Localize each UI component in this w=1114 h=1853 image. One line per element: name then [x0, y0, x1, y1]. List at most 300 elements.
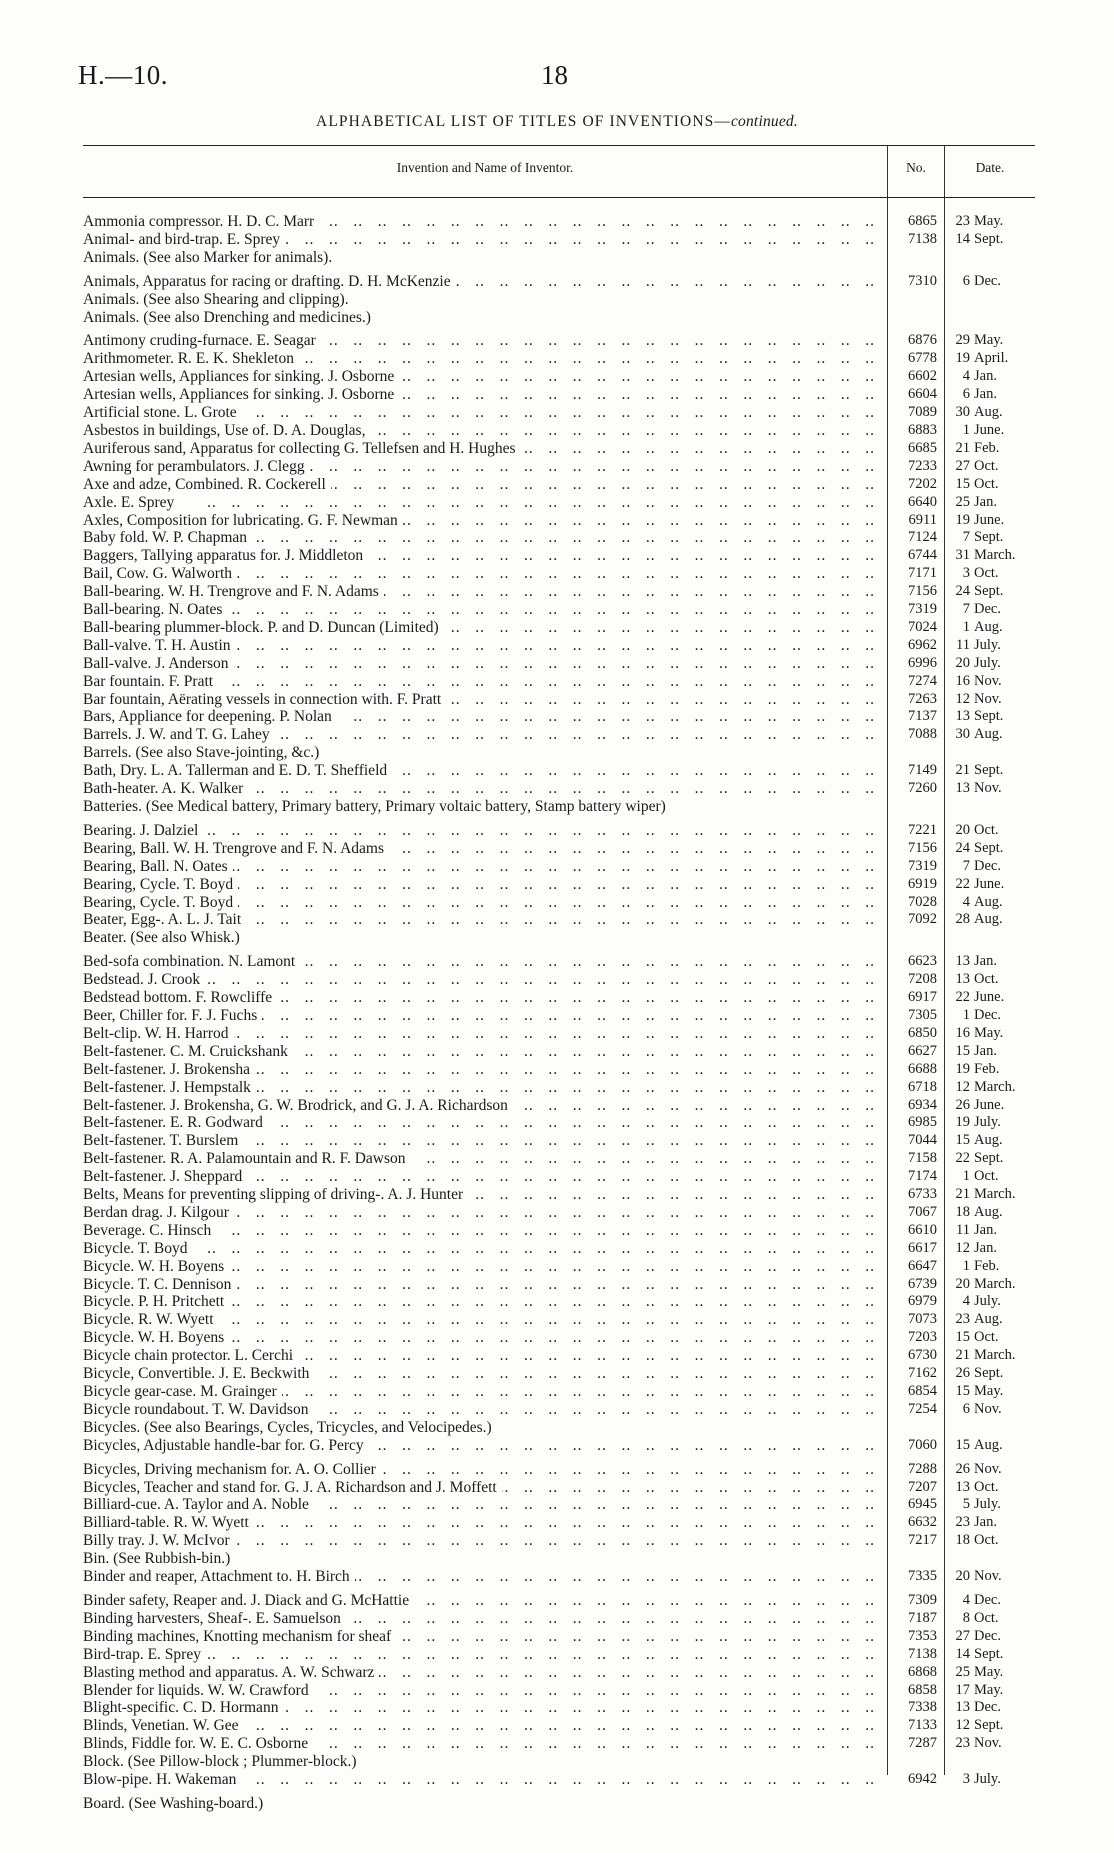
invention-title [83, 1437, 875, 1455]
list-item [0, 1514, 1114, 1532]
invention-text: Belt-fastener. R. A. Palamountain and R. F. Dawson [83, 1150, 411, 1167]
date-day: 3 [962, 565, 970, 582]
invention-text: Ball-bearing. W. H. Trengrove and F. N. Adams [83, 583, 384, 600]
list-item [0, 1383, 1114, 1401]
invention-title [83, 273, 875, 291]
invention-text: Billy tray. J. W. McIvor [83, 1532, 235, 1549]
invention-title [83, 1610, 875, 1628]
invention-title [83, 1735, 875, 1753]
list-item [0, 291, 1114, 309]
patent-date [950, 911, 1044, 929]
date-day: 26 [955, 1096, 970, 1113]
column-header-no: No. [906, 160, 926, 175]
patent-date [950, 1204, 1044, 1222]
date-day: 18 [955, 1203, 970, 1220]
list-item [0, 476, 1114, 494]
patent-number: 7089 [908, 404, 937, 421]
patent-number: 7067 [908, 1203, 937, 1220]
date-month: May. [974, 1024, 1004, 1041]
date-month: Sept. [974, 1365, 1004, 1382]
patent-date [950, 1419, 1044, 1437]
date-month: Jan. [974, 953, 997, 970]
invention-title [83, 1097, 875, 1115]
patent-number: 6911 [908, 511, 937, 528]
list-item [0, 1043, 1114, 1061]
invention-title [83, 894, 875, 912]
date-day: 1 [962, 1257, 970, 1274]
patent-date [950, 1646, 1044, 1664]
date-month: April. [974, 350, 1009, 367]
list-item [0, 953, 1114, 971]
list-item [0, 1061, 1114, 1079]
list-item [0, 894, 1114, 912]
invention-title [83, 1461, 875, 1479]
date-month: Sept. [974, 230, 1004, 247]
invention-text: Belt-clip. W. H. Harrod [83, 1025, 234, 1042]
date-month: Jan. [974, 1042, 997, 1059]
invention-text: Barrels. (See also Stave-jointing, &c.) [83, 744, 324, 761]
list-item [0, 1419, 1114, 1437]
date-month: Feb. [974, 439, 1000, 456]
date-month: March. [974, 1078, 1016, 1095]
patent-date [950, 1276, 1044, 1294]
date-day: 25 [955, 493, 970, 510]
patent-date [950, 1347, 1044, 1365]
invention-title [83, 1079, 875, 1097]
date-month: Nov. [974, 1400, 1002, 1417]
list-item [0, 1479, 1114, 1497]
patent-date [950, 601, 1044, 619]
invention-title [83, 1114, 875, 1132]
invention-title [83, 1699, 875, 1717]
invention-title [83, 601, 875, 619]
list-item [0, 1550, 1114, 1568]
date-day: 15 [955, 1042, 970, 1059]
patent-number: 6917 [908, 989, 937, 1006]
patent-number: 7162 [908, 1365, 937, 1382]
date-day: 13 [955, 971, 970, 988]
invention-title [83, 726, 875, 744]
invention-title [83, 708, 875, 726]
date-day: 16 [955, 672, 970, 689]
date-month: Oct. [974, 821, 999, 838]
date-day: 5 [962, 1496, 970, 1513]
date-day: 11 [956, 636, 970, 653]
date-day: 20 [955, 1568, 970, 1585]
patent-date [950, 1568, 1044, 1586]
patent-number: 7156 [908, 583, 937, 600]
patent-number: 7187 [908, 1609, 937, 1626]
invention-text: Antimony cruding-furnace. E. Seagar [83, 332, 321, 349]
patent-date [950, 1717, 1044, 1735]
list-item [0, 1568, 1114, 1586]
list-item [0, 1079, 1114, 1097]
patent-date [950, 953, 1044, 971]
date-month: May. [974, 213, 1004, 229]
invention-title [83, 744, 875, 762]
patent-number: 6858 [908, 1681, 937, 1698]
invention-text: Baby fold. W. P. Chapman [83, 529, 252, 546]
date-day: 6 [962, 272, 970, 289]
list-item [0, 822, 1114, 840]
patent-date [950, 894, 1044, 912]
invention-text: Blight-specific. C. D. Hormann [83, 1699, 283, 1716]
invention-text: Ball-valve. T. H. Austin [83, 637, 236, 654]
date-month: May. [974, 332, 1004, 349]
patent-date [950, 655, 1044, 673]
invention-text: Animals. (See also Shearing and clipping). [83, 291, 354, 308]
invention-text: Blasting method and apparatus. A. W. Schwarz [83, 1664, 379, 1681]
patent-number: 7335 [908, 1568, 937, 1585]
patent-date [950, 1132, 1044, 1150]
column-header-date: Date. [975, 160, 1005, 175]
list-item [0, 1204, 1114, 1222]
invention-title [83, 386, 875, 404]
invention-title [83, 1401, 875, 1419]
invention-text: Beer, Chiller for. F. J. Fuchs [83, 1007, 262, 1024]
date-month: Feb. [974, 1060, 1000, 1077]
date-day: 4 [962, 368, 970, 385]
date-month: July. [974, 1771, 1001, 1788]
date-day: 23 [955, 1311, 970, 1328]
date-day: 13 [955, 953, 970, 970]
list-item [0, 1646, 1114, 1664]
list-item [0, 840, 1114, 858]
date-month: July. [974, 636, 1001, 653]
invention-text: Bicycle. P. H. Pritchett [83, 1293, 229, 1310]
patent-number: 6876 [908, 332, 937, 349]
invention-title [83, 291, 875, 309]
patent-date [950, 822, 1044, 840]
patent-date [950, 1293, 1044, 1311]
patent-date [950, 1222, 1044, 1240]
date-month: Oct. [974, 971, 999, 988]
date-month: June. [974, 511, 1005, 528]
patent-number: 6883 [908, 421, 937, 438]
patent-number: 6627 [908, 1042, 937, 1059]
invention-title [83, 1276, 875, 1294]
list-item [0, 1186, 1114, 1204]
invention-title [83, 1365, 875, 1383]
list-item [0, 762, 1114, 780]
list-item [0, 1628, 1114, 1646]
list-item [0, 1258, 1114, 1276]
date-month: March. [974, 1275, 1016, 1292]
list-item [0, 404, 1114, 422]
date-month: Aug. [974, 1203, 1003, 1220]
list-item [0, 273, 1114, 291]
patent-number: 7207 [908, 1478, 937, 1495]
column-header-invention: Invention and Name of Inventor. [396, 160, 574, 175]
patent-date [950, 512, 1044, 530]
patent-number: 7217 [908, 1532, 937, 1549]
patent-date [950, 726, 1044, 744]
invention-text: Bicycle chain protector. L. Cerchi [83, 1347, 298, 1364]
date-day: 19 [955, 350, 970, 367]
invention-title [83, 989, 875, 1007]
patent-number: 6850 [908, 1024, 937, 1041]
invention-title [83, 404, 875, 422]
invention-title [83, 249, 875, 267]
list-item [0, 529, 1114, 547]
invention-text: Bed-sofa combination. N. Lamont [83, 953, 300, 970]
patent-number: 7202 [908, 475, 937, 492]
patent-number: 6942 [908, 1771, 937, 1788]
date-month: June. [974, 875, 1005, 892]
invention-text: Binder safety, Reaper and. J. Diack and G. McHattie [83, 1592, 414, 1609]
date-day: 26 [955, 1365, 970, 1382]
patent-number: 7338 [908, 1699, 937, 1716]
patent-date [950, 1186, 1044, 1204]
invention-text: Bicycle. W. H. Boyens [83, 1258, 229, 1275]
list-item [0, 332, 1114, 350]
list-item [0, 512, 1114, 530]
patent-date [950, 273, 1044, 291]
date-month: Aug. [974, 911, 1003, 928]
date-month: March. [974, 1347, 1016, 1364]
date-day: 29 [955, 332, 970, 349]
list-item [0, 1311, 1114, 1329]
date-day: 15 [955, 1436, 970, 1453]
invention-title [83, 1204, 875, 1222]
invention-text: Awning for perambulators. J. Clegg [83, 458, 310, 475]
invention-title [83, 1150, 875, 1168]
patent-date [950, 780, 1044, 798]
date-day: 15 [955, 1132, 970, 1149]
list-item [0, 989, 1114, 1007]
invention-title [83, 1168, 875, 1186]
table-header-rule [83, 197, 1035, 198]
invention-text: Animals. (See also Drenching and medicines.) [83, 309, 376, 326]
date-month: July. [974, 1496, 1001, 1513]
date-day: 13 [955, 1478, 970, 1495]
date-month: Jan. [974, 1514, 997, 1531]
patent-number: 6854 [908, 1383, 937, 1399]
date-day: 26 [955, 1460, 970, 1477]
list-item [0, 350, 1114, 368]
patent-date [950, 1479, 1044, 1497]
patent-date [950, 547, 1044, 565]
invention-text: Bin. (See Rubbish-bin.) [83, 1550, 235, 1567]
patent-number: 6647 [908, 1257, 937, 1274]
date-day: 28 [955, 911, 970, 928]
list-item [0, 1114, 1114, 1132]
date-day: 27 [955, 457, 970, 474]
date-day: 12 [955, 690, 970, 707]
list-title-continued: continued. [730, 113, 798, 130]
patent-date [950, 619, 1044, 637]
patent-number: 6623 [908, 953, 937, 970]
patent-date [950, 494, 1044, 512]
patent-number: 6945 [908, 1496, 937, 1513]
date-day: 15 [955, 1329, 970, 1346]
date-day: 11 [956, 1221, 970, 1238]
patent-number: 7288 [908, 1460, 937, 1477]
page-number: 18 [541, 60, 568, 90]
patent-date [950, 691, 1044, 709]
date-day: 16 [955, 1024, 970, 1041]
invention-title [83, 1479, 875, 1497]
invention-text: Bicycles. (See also Bearings, Cycles, Tricycles, and Velocipedes.) [83, 1419, 497, 1436]
invention-title [83, 1419, 875, 1437]
patent-date [950, 1114, 1044, 1132]
invention-text: Artesian wells, Appliances for sinking. J. Osborne [83, 386, 399, 403]
invention-text: Ball-bearing. N. Oates [83, 601, 227, 618]
list-item [0, 673, 1114, 691]
patent-number: 6919 [908, 875, 937, 892]
list-item [0, 386, 1114, 404]
patent-number: 7353 [908, 1627, 937, 1644]
list-item [0, 1699, 1114, 1717]
list-title [0, 113, 1114, 131]
patent-number: 7073 [908, 1311, 937, 1328]
patent-date [950, 422, 1044, 440]
list-item [0, 1532, 1114, 1550]
patent-date [950, 440, 1044, 458]
list-item [0, 971, 1114, 989]
invention-text: Bicycle, Convertible. J. E. Beckwith [83, 1365, 314, 1382]
patent-number: 6868 [908, 1663, 937, 1680]
date-day: 22 [955, 989, 970, 1006]
list-item [0, 1717, 1114, 1735]
date-day: 1 [962, 421, 970, 438]
patent-date [950, 858, 1044, 876]
date-month: Sept. [974, 1150, 1004, 1167]
date-month: Dec. [974, 1591, 1001, 1608]
date-day: 24 [955, 583, 970, 600]
list-item [0, 547, 1114, 565]
date-month: Sept. [974, 762, 1004, 779]
list-item [0, 780, 1114, 798]
patent-date [950, 1061, 1044, 1079]
invention-text: Beater, Egg-. A. L. J. Tait [83, 911, 246, 928]
date-day: 4 [962, 1293, 970, 1310]
invention-text: Bird-trap. E. Sprey [83, 1646, 206, 1663]
patent-number: 6632 [908, 1514, 937, 1531]
patent-number: 6640 [908, 493, 937, 510]
date-month: July. [974, 1114, 1001, 1131]
invention-text: Blinds, Fiddle for. W. E. C. Osborne [83, 1735, 313, 1752]
patent-date [950, 1043, 1044, 1061]
date-day: 3 [962, 1771, 970, 1788]
invention-title [83, 1347, 875, 1365]
patent-date [950, 1735, 1044, 1753]
invention-text: Binding harvesters, Sheaf-. E. Samuelson [83, 1610, 346, 1627]
invention-text: Belt-fastener. T. Burslem [83, 1132, 243, 1149]
list-item [0, 1168, 1114, 1186]
date-day: 18 [955, 1532, 970, 1549]
invention-text: Artesian wells, Appliances for sinking. J. Osborne [83, 368, 399, 385]
date-month: Sept. [974, 529, 1004, 546]
date-month: Jan. [974, 368, 997, 385]
invention-title [83, 780, 875, 798]
date-month: June. [974, 421, 1005, 438]
patent-number: 7028 [908, 893, 937, 910]
patent-number: 6778 [908, 350, 937, 367]
list-item [0, 368, 1114, 386]
list-item [0, 619, 1114, 637]
date-day: 19 [955, 1060, 970, 1077]
patent-date [950, 798, 1044, 816]
list-item [0, 1664, 1114, 1682]
invention-text: Bearing, Cycle. T. Boyd [83, 876, 238, 893]
invention-title [83, 1717, 875, 1735]
invention-text: Berdan drag. J. Kilgour [83, 1204, 234, 1221]
patent-number: 6610 [908, 1221, 937, 1238]
date-day: 13 [955, 708, 970, 725]
date-day: 31 [955, 547, 970, 564]
patent-date [950, 583, 1044, 601]
invention-text: Bicycle. W. H. Boyens [83, 1329, 229, 1346]
patent-number: 7149 [908, 762, 937, 779]
invention-text: Baggers, Tallying apparatus for. J. Middleton [83, 547, 368, 564]
date-month: Dec. [974, 601, 1001, 618]
patent-date [950, 1771, 1044, 1789]
list-item [0, 249, 1114, 267]
patent-number: 6962 [908, 636, 937, 653]
patent-date [950, 1258, 1044, 1276]
invention-title [83, 798, 875, 816]
invention-text: Arithmometer. R. E. K. Shekleton [83, 350, 299, 367]
patent-date [950, 989, 1044, 1007]
date-month: Jan. [974, 1221, 997, 1238]
date-month: Dec. [974, 857, 1001, 874]
invention-title [83, 529, 875, 547]
patent-date [950, 1025, 1044, 1043]
patent-date [950, 929, 1044, 947]
patent-number: 7171 [908, 565, 937, 582]
inventions-list [0, 213, 1114, 1813]
date-day: 6 [962, 1400, 970, 1417]
list-item [0, 1735, 1114, 1753]
date-month: Nov. [974, 1460, 1002, 1477]
date-day: 6 [962, 386, 970, 403]
date-day: 1 [962, 618, 970, 635]
date-day: 23 [955, 213, 970, 229]
patent-date [950, 529, 1044, 547]
patent-date [950, 565, 1044, 583]
patent-number: 7158 [908, 1150, 937, 1167]
invention-text: Bearing. J. Dalziel [83, 822, 203, 839]
invention-title [83, 1753, 875, 1771]
patent-number: 6934 [908, 1096, 937, 1113]
patent-date [950, 1532, 1044, 1550]
invention-text: Block. (See Pillow-block ; Plummer-block.) [83, 1753, 361, 1770]
patent-number: 6733 [908, 1186, 937, 1203]
invention-title [83, 565, 875, 583]
list-item [0, 1753, 1114, 1771]
date-month: Aug. [974, 404, 1003, 421]
invention-text: Bicycles, Teacher and stand for. G. J. A. Richardson and J. Moffett [83, 1479, 502, 1496]
list-item [0, 726, 1114, 744]
invention-title [83, 583, 875, 601]
invention-text: Bedstead bottom. F. Rowcliffe [83, 989, 277, 1006]
date-day: 25 [955, 1663, 970, 1680]
patent-date [950, 386, 1044, 404]
invention-text: Axe and adze, Combined. R. Cockerell [83, 476, 331, 493]
date-month: Aug. [974, 1132, 1003, 1149]
list-item [0, 458, 1114, 476]
date-month: Nov. [974, 1568, 1002, 1585]
patent-date [950, 368, 1044, 386]
invention-text: Blender for liquids. W. W. Crawford [83, 1682, 314, 1699]
patent-date [950, 1699, 1044, 1717]
list-item [0, 744, 1114, 762]
list-item [0, 1401, 1114, 1419]
invention-text: Bicycles, Adjustable handle-bar for. G. Percy [83, 1437, 369, 1454]
list-item [0, 708, 1114, 726]
date-month: Dec. [974, 1627, 1001, 1644]
